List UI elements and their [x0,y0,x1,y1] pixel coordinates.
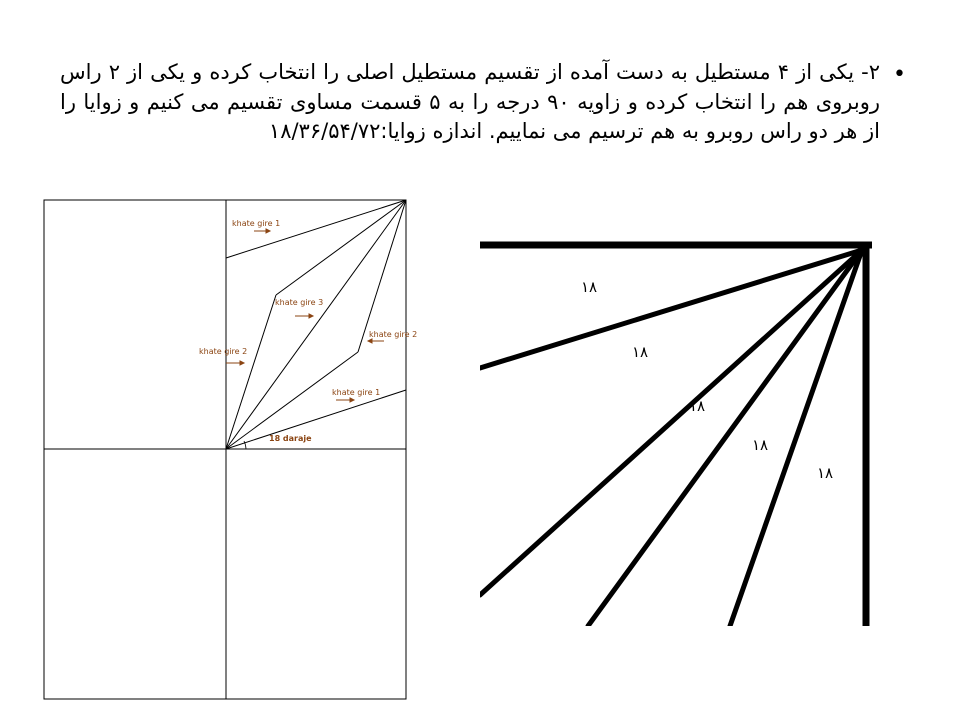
label-khate-gire-1-top: khate gire 1 [232,219,281,228]
slide-paragraph: ۲- یکی از ۴ مستطیل به دست آمده از تقسیم مستطیل اصلی را انتخاب کرده و یکی از ۲ راس روبروی هم را انتخاب کرده و زاویه ۹۰ درجه را به ۵ قسمت مساوی تقسیم می کنیم و زوایا را از هر دو راس روبرو به هم ترسیم می نماییم. اندازه زوایا:۱۸/۳۶/۵۴/۷۲ [60,60,880,143]
rectangle-construction-diagram [0,0,460,720]
rays-from-top-right [226,200,406,449]
angle-label-1: ۱۸ [581,278,598,296]
angle-label-3: ۱۸ [689,397,706,415]
angle-label-5: ۱۸ [817,464,834,482]
angle-division-closeup [480,238,872,626]
label-khate-gire-2-left: khate gire 2 [199,347,248,356]
label-khate-gire-2-right: khate gire 2 [369,330,418,339]
label-khate-gire-3: khate gire 3 [275,298,324,307]
angle-label-2: ۱۸ [632,343,649,361]
closeup-rays [480,250,862,626]
label-angle-degrees: 18 daraje [269,434,312,443]
label-khate-gire-1-bottom: khate gire 1 [332,388,381,397]
rays-from-center [226,295,406,449]
bullet-dot: • [893,62,906,87]
angle-label-4: ۱۸ [752,436,769,454]
